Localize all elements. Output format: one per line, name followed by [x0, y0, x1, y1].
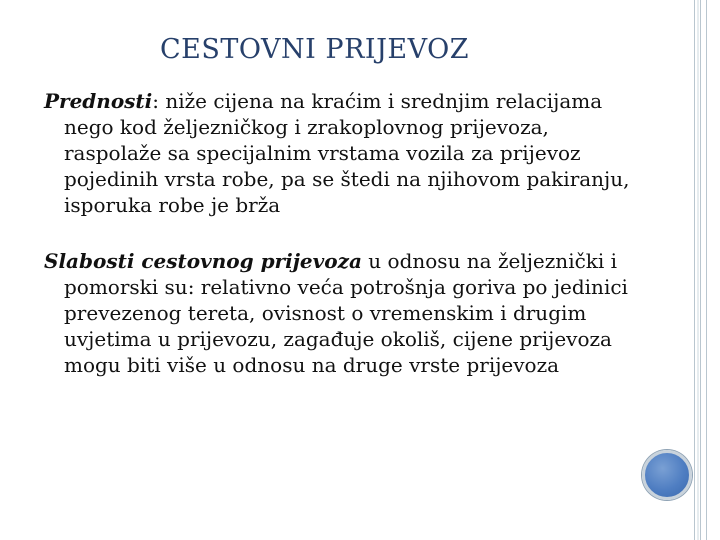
disadvantages-paragraph: [44, 248, 644, 378]
decorative-circle-icon: [642, 450, 692, 500]
decorative-rule-line: [694, 0, 695, 540]
advantages-text: : niže cijena na kraćim i srednjim relacijama nego kod željezničkog i zrakoplovnog prijevoza, raspolaže sa specijalnim vrstama vozila za prijevoz pojedinih vrsta robe, pa se štedi na njihovom pakiranju, isporuka robe je brža: [64, 89, 630, 217]
slide-body: [44, 88, 644, 378]
advantages-paragraph: [44, 88, 644, 218]
decorative-rule-band: [697, 0, 699, 540]
disadvantages-lead: Slabosti cestovnog prijevoza: [44, 249, 362, 273]
decorative-rule-line: [706, 0, 707, 540]
advantages-lead: Prednosti: [44, 89, 153, 113]
decorative-rule-line: [700, 0, 701, 540]
slide-title: CESTOVNI PRIJEVOZ: [160, 34, 470, 65]
disadvantages-text: u odnosu na željeznički i pomorski su: relativno veća potrošnja goriva po jedinici prevezenog tereta, ovisnost o vremenskim i drugim uvjetima u prijevozu, zagađuje okoliš, cijene prijevoza mogu biti više u odnosu na druge vrste prijevoza: [64, 249, 628, 377]
